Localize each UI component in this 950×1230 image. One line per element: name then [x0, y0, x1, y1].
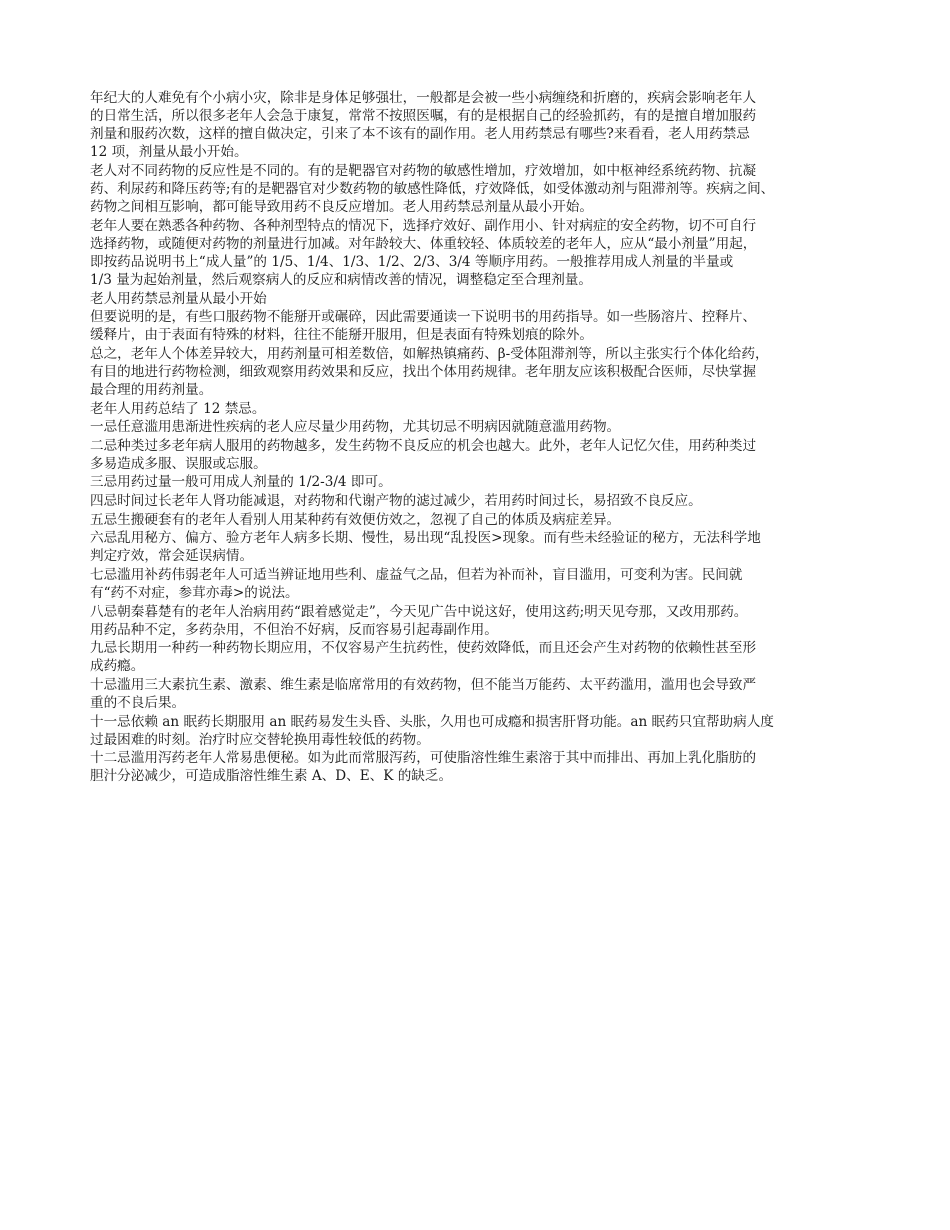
text-line: 老年人用药总结了 12 禁忌。	[90, 400, 266, 417]
text-line: 用药品种不定，多药杂用，不但治不好病，反而容易引起毒副作用。	[90, 621, 498, 638]
text-line: 二忌种类过多老年病人服用的药物越多，发生药物不良反应的机会也越大。此外，老年人记忆欠佳，用药种类过	[90, 437, 757, 454]
text-line: 药物之间相互影响，都可能导致用药不良反应增加。老人用药禁忌剂量从最小开始。	[90, 199, 593, 216]
sensitivity-paragraph	[90, 162, 880, 216]
text-line: 选择药物，或随便对药物的剂量进行加减。对年龄较大、体重较轻、体质较差的老年人，应从“最小剂量”用起，	[90, 235, 757, 252]
taboo-12	[90, 749, 880, 785]
text-line: 老人对不同药物的反应性是不同的。有的是靶器官对药物的敏感性增加，疗效增加，如中枢神经系统药物、抗凝	[90, 162, 757, 179]
text-line: 成药瘾。	[90, 658, 145, 675]
text-line: 多易造成多服、误服或忘服。	[90, 455, 267, 472]
taboo-7	[90, 566, 880, 602]
text-line: 六忌乱用秘方、偏方、验方老年人病多长期、慢性，易出现“乱投医>现象。而有些未经验证的秘方，无法科学地	[90, 530, 761, 547]
text-line: 九忌长期用一种药一种药物长期应用，不仅容易产生抗药性，使药效降低，而且还会产生对药物的依赖性甚至形	[90, 640, 757, 657]
text-line: 一忌任意滥用患渐进性疾病的老人应尽量少用药物，尤其切忌不明病因就随意滥用药物。	[90, 419, 621, 436]
text-line: 三忌用药过量一般可用成人剂量的 1/2-3/4 即可。	[90, 474, 392, 491]
taboo-8	[90, 603, 880, 639]
taboo-9	[90, 639, 880, 675]
text-line: 总之，老年人个体差异较大，用药剂量可相差数倍，如解热镇痛药、β-受体阻滞剂等，所以主张实行个体化给药，	[90, 345, 769, 362]
instructions-paragraph	[90, 308, 880, 344]
taboo-6	[90, 529, 880, 565]
text-line: 老人用药禁忌剂量从最小开始	[90, 290, 267, 307]
document-body	[90, 89, 880, 786]
text-line: 年纪大的人难免有个小病小灾，除非是身体足够强壮，一般都是会被一些小病缠绕和折磨的，疾病会影响老年人	[90, 90, 757, 106]
taboo-4	[90, 492, 880, 510]
text-line: 但要说明的是，有些口服药物不能掰开或碾碎，因此需要通读一下说明书的用药指导。如一些肠溶片、控释片、	[90, 309, 757, 326]
text-line: 十忌滥用三大素抗生素、激素、维生素是临席常用的有效药物，但不能当万能药、太平药滥用，滥用也会导致严	[90, 677, 757, 693]
text-line: 1/3 量为起始剂量，然后观察病人的反应和病情改善的情况，调整稳定至合理剂量。	[90, 271, 592, 288]
text-line: 七忌滥用补药伟弱老年人可适当辨证地用些利、虚益气之品，但若为补而补，盲目滥用，可变利为害。民间就	[90, 566, 743, 583]
taboo-5	[90, 511, 880, 529]
text-line: 过最困难的时刻。治疗时应交替轮换用毒性较低的药物。	[90, 731, 430, 748]
text-line: 五忌生搬硬套有的老年人看别人用某种药有效便仿效之，忽视了自己的体质及病症差异。	[90, 511, 621, 528]
text-line: 重的不良后果。	[90, 695, 186, 712]
text-line: 八忌朝秦暮楚有的老年人治病用药“跟着感觉走”，今天见广告中说这好，使用这药;明天见夸那，又改用那药。	[90, 603, 748, 620]
text-line: 十一忌依赖 an 眠药长期服用 an 眠药易发生头昏、头胀，久用也可成瘾和损害肝肾功能。an 眠药只宜帮助病人度	[90, 713, 774, 730]
summary-paragraph	[90, 345, 880, 399]
text-line: 十二忌滥用泻药老年人常易患便秘。如为此而常服泻药，可使脂溶性维生素溶于其中而排出、再加上乳化脂肪的	[90, 750, 757, 767]
taboo-3	[90, 473, 880, 491]
text-line: 缓释片，由于表面有特殊的材料，往往不能掰开服用，但是表面有特殊划痕的除外。	[90, 327, 593, 344]
text-line: 即按药品说明书上“成人量”的 1/5、1/4、1/3、1/2、2/3、3/4 等顺序用药。一般推荐用成人剂量的半量或	[90, 253, 734, 270]
text-line: 剂量和服药次数，这样的擅自做决定，引来了本不该有的副作用。老人用药禁忌有哪些?来看看，老人用药禁忌	[90, 126, 750, 143]
text-line: 的日常生活，所以很多老年人会急于康复，常常不按照医嘱，有的是根据自己的经验抓药，有的是擅自增加服药	[90, 108, 757, 125]
text-line: 判定疗效，常会延误病情。	[90, 548, 254, 565]
text-line: 最合理的用药剂量。	[90, 382, 213, 398]
text-line: 老年人要在熟悉各种药物、各种剂型特点的情况下，选择疗效好、副作用小、针对病症的安全药物，切不可自行	[90, 217, 757, 234]
text-line: 有“药不对症，参茸亦毒>的说法。	[90, 585, 299, 602]
text-line: 胆汁分泌减少，可造成脂溶性维生素 A、D、E、K 的缺乏。	[90, 768, 453, 785]
section-heading-12-taboos	[90, 400, 880, 418]
intro-paragraph	[90, 89, 880, 161]
taboo-11	[90, 713, 880, 749]
taboo-1	[90, 418, 880, 436]
section-heading-dosage	[90, 290, 880, 308]
taboo-10	[90, 676, 880, 712]
text-line: 12 项，剂量从最小开始。	[90, 144, 248, 161]
taboo-2	[90, 437, 880, 473]
text-line: 药、利尿药和降压药等;有的是靶器官对少数药物的敏感性降低，疗效降低，如受体激动剂与阻滞剂等。疾病之间、	[90, 180, 775, 197]
dosage-paragraph	[90, 217, 880, 289]
text-line: 有目的地进行药物检测，细致观察用药效果和反应，找出个体用药规律。老年朋友应该积极配合医师，尽快掌握	[90, 363, 757, 380]
text-line: 四忌时间过长老年人肾功能减退，对药物和代谢产物的滤过减少，若用药时间过长，易招致不良反应。	[90, 493, 702, 510]
